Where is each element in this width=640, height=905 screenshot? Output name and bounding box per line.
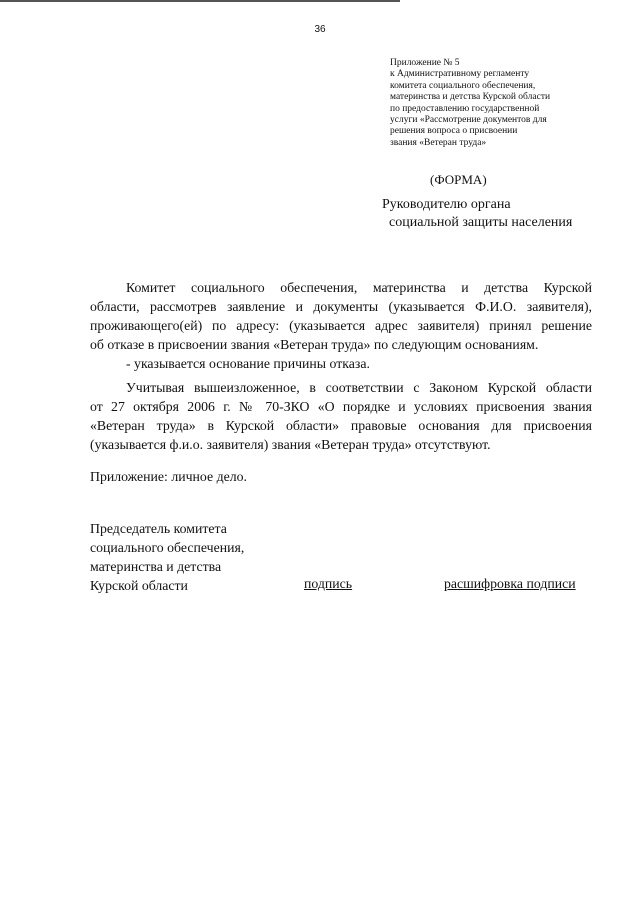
appendix-line: материнства и детства Курской области bbox=[390, 92, 551, 103]
appendix-line: решения вопроса о присвоении bbox=[390, 126, 518, 137]
signatory-line: Председатель комитета bbox=[90, 521, 227, 536]
paragraph-line: области, рассмотрев заявление и документы (указывается Ф.И.О. заявителя), bbox=[90, 299, 592, 314]
page-number: 36 bbox=[314, 24, 326, 35]
refusal-reason: - указывается основание причины отказа. bbox=[126, 356, 370, 371]
appendix-line: услуги «Рассмотрение документов для bbox=[390, 115, 547, 126]
appendix-line: звания «Ветеран труда» bbox=[390, 137, 487, 148]
addressee-line: Руководителю органа bbox=[382, 197, 511, 212]
signatory-title bbox=[90, 519, 244, 595]
paragraph-line: «Ветеран труда» в Курской области» правовые основания для присвоения bbox=[90, 418, 592, 433]
paragraph-line: Учитывая вышеизложенное, в соответствии с Законом Курской области bbox=[126, 380, 592, 395]
appendix-line: Приложение № 5 bbox=[390, 58, 460, 68]
form-label: (ФОРМА) bbox=[430, 172, 487, 187]
appendix-line: к Административному регламенту bbox=[390, 69, 530, 80]
paragraph-line: об отказе в присвоении звания «Ветеран труда» по следующим основаниям. bbox=[90, 337, 539, 352]
paragraph-line: (указывается ф.и.о. заявителя) звания «Ветеран труда» отсутствуют. bbox=[90, 437, 491, 452]
paragraph-line: проживающего(ей) по адресу: (указывается адрес заявителя) принял решение bbox=[90, 318, 592, 333]
appendix-note bbox=[390, 58, 630, 149]
appendix-line: по предоставлению государственной bbox=[390, 103, 540, 114]
addressee bbox=[382, 196, 572, 232]
refusal-paragraph bbox=[90, 278, 592, 373]
paragraph-line: Комитет социального обеспечения, материнства и детства Курской bbox=[126, 280, 592, 295]
paragraph-line: от 27 октября 2006 г. № 70-ЗКО «О порядке и условиях присвоения звания bbox=[90, 399, 592, 414]
legal-basis-paragraph bbox=[90, 378, 592, 454]
signatory-line: Курской области bbox=[90, 578, 188, 593]
signatory-line: материнства и детства bbox=[90, 559, 222, 574]
signature-placeholder: подпись bbox=[304, 576, 353, 591]
signature-decoding-placeholder: расшифровка подписи bbox=[444, 576, 576, 591]
addressee-line: социальной защиты населения bbox=[389, 215, 573, 230]
attachment-note: Приложение: личное дело. bbox=[90, 469, 247, 484]
top-rule bbox=[0, 0, 400, 2]
signatory-line: социального обеспечения, bbox=[90, 540, 245, 555]
appendix-line: комитета социального обеспечения, bbox=[390, 80, 536, 91]
